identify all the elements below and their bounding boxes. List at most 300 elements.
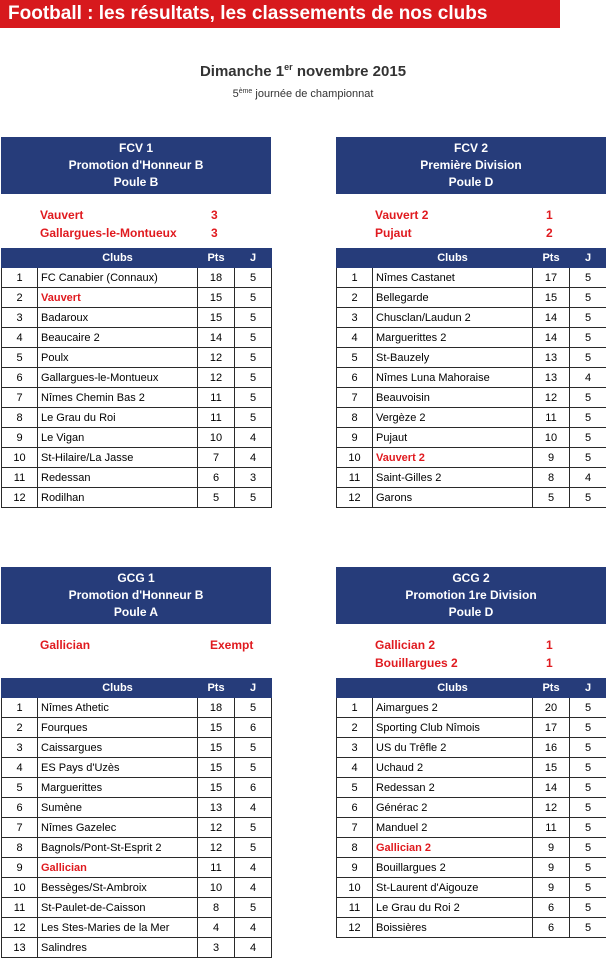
table-row xyxy=(2,328,272,348)
table-header-row xyxy=(2,249,272,268)
section-gcg1 xyxy=(1,567,271,958)
rank-cell: 9 xyxy=(2,858,38,878)
match-results xyxy=(1,624,271,678)
club-cell: Beauvoisin xyxy=(373,388,533,408)
standings-table xyxy=(336,678,606,938)
table-row xyxy=(337,268,606,288)
division-name: Promotion d'Honneur B xyxy=(68,158,204,172)
played-cell: 5 xyxy=(235,738,272,758)
club-cell: Les Stes-Maries de la Mer xyxy=(38,918,198,938)
rank-cell: 2 xyxy=(2,288,38,308)
club-cell: Aimargues 2 xyxy=(373,698,533,718)
played-cell: 4 xyxy=(570,368,606,388)
club-cell: Redessan xyxy=(38,468,198,488)
rank-cell: 11 xyxy=(2,898,38,918)
club-cell: St-Bauzely xyxy=(373,348,533,368)
club-cell: Rodilhan xyxy=(38,488,198,508)
club-cell: Le Vigan xyxy=(38,428,198,448)
pts-cell: 5 xyxy=(198,488,235,508)
club-cell: Nîmes Castanet xyxy=(373,268,533,288)
rank-cell: 3 xyxy=(337,738,373,758)
pts-cell: 15 xyxy=(533,758,570,778)
pts-cell: 5 xyxy=(533,488,570,508)
club-cell: Bellegarde xyxy=(373,288,533,308)
club-cell: Bouillargues 2 xyxy=(373,858,533,878)
rank-cell: 7 xyxy=(337,388,373,408)
table-row xyxy=(337,858,606,878)
pts-cell: 14 xyxy=(533,328,570,348)
rank-cell: 12 xyxy=(337,918,373,938)
rank-cell: 2 xyxy=(2,718,38,738)
round-label: 5ème journée de championnat xyxy=(232,88,374,100)
club-cell: Gallician xyxy=(38,858,198,878)
result-row xyxy=(336,636,606,654)
team-header xyxy=(1,567,271,624)
match-results xyxy=(336,624,606,678)
team-header xyxy=(336,137,606,194)
pts-header: Pts xyxy=(198,679,235,698)
team-header xyxy=(336,567,606,624)
pts-cell: 8 xyxy=(198,898,235,918)
result-row xyxy=(1,224,271,242)
played-cell: 4 xyxy=(235,448,272,468)
club-cell: Bessèges/St-Ambroix xyxy=(38,878,198,898)
rank-cell: 8 xyxy=(2,408,38,428)
played-cell: 5 xyxy=(235,308,272,328)
result-score: 3 xyxy=(211,226,218,240)
j-header: J xyxy=(570,679,606,698)
result-row xyxy=(1,636,271,654)
played-cell: 5 xyxy=(570,918,606,938)
pts-cell: 14 xyxy=(198,328,235,348)
rank-header xyxy=(337,679,373,698)
table-row xyxy=(337,838,606,858)
played-cell: 4 xyxy=(235,858,272,878)
played-cell: 5 xyxy=(235,818,272,838)
result-row xyxy=(336,206,606,224)
rank-cell: 11 xyxy=(337,468,373,488)
rank-cell: 4 xyxy=(337,758,373,778)
j-header: J xyxy=(235,249,272,268)
pts-cell: 10 xyxy=(533,428,570,448)
club-cell: Fourques xyxy=(38,718,198,738)
pts-cell: 16 xyxy=(533,738,570,758)
played-cell: 5 xyxy=(570,738,606,758)
played-cell: 4 xyxy=(235,428,272,448)
pts-cell: 9 xyxy=(533,858,570,878)
club-cell: St-Paulet-de-Caisson xyxy=(38,898,198,918)
club-cell: Sumène xyxy=(38,798,198,818)
played-cell: 5 xyxy=(235,488,272,508)
pts-cell: 13 xyxy=(533,368,570,388)
pts-cell: 11 xyxy=(533,408,570,428)
table-row xyxy=(337,818,606,838)
played-cell: 5 xyxy=(570,408,606,428)
pts-cell: 6 xyxy=(533,898,570,918)
club-cell: Garons xyxy=(373,488,533,508)
played-cell: 5 xyxy=(235,698,272,718)
rank-cell: 13 xyxy=(2,938,38,958)
standings-table xyxy=(1,678,272,958)
table-row xyxy=(337,878,606,898)
club-cell: Gallician 2 xyxy=(373,838,533,858)
played-cell: 6 xyxy=(235,718,272,738)
standings-table xyxy=(1,248,272,508)
table-row xyxy=(337,328,606,348)
division-name: Première Division xyxy=(420,158,522,172)
table-row xyxy=(2,858,272,878)
table-row xyxy=(2,348,272,368)
rank-cell: 10 xyxy=(2,448,38,468)
club-cell: ES Pays d'Uzès xyxy=(38,758,198,778)
club-cell: Marguerittes xyxy=(38,778,198,798)
table-row xyxy=(2,898,272,918)
table-row xyxy=(2,778,272,798)
pts-cell: 11 xyxy=(533,818,570,838)
club-cell: Beaucaire 2 xyxy=(38,328,198,348)
rank-cell: 4 xyxy=(2,758,38,778)
table-row xyxy=(2,288,272,308)
table-row xyxy=(337,758,606,778)
club-cell: Poulx xyxy=(38,348,198,368)
j-header: J xyxy=(570,249,606,268)
group-name: Poule B xyxy=(113,175,159,189)
table-row xyxy=(2,488,272,508)
club-cell: Redessan 2 xyxy=(373,778,533,798)
table-row xyxy=(337,468,606,488)
played-cell: 5 xyxy=(570,818,606,838)
played-cell: 5 xyxy=(570,448,606,468)
rank-cell: 7 xyxy=(337,818,373,838)
played-cell: 4 xyxy=(235,798,272,818)
played-cell: 5 xyxy=(235,388,272,408)
rank-cell: 5 xyxy=(337,778,373,798)
played-cell: 4 xyxy=(235,918,272,938)
table-row xyxy=(337,428,606,448)
rank-cell: 2 xyxy=(337,718,373,738)
club-cell: Nîmes Athetic xyxy=(38,698,198,718)
rank-cell: 12 xyxy=(2,918,38,938)
played-cell: 5 xyxy=(235,268,272,288)
rank-cell: 9 xyxy=(337,858,373,878)
rank-cell: 6 xyxy=(337,368,373,388)
rank-cell: 3 xyxy=(337,308,373,328)
result-team: Pujaut xyxy=(375,226,412,240)
rank-cell: 1 xyxy=(2,268,38,288)
result-score: 1 xyxy=(546,208,553,222)
clubs-header: Clubs xyxy=(373,679,533,698)
table-row xyxy=(2,918,272,938)
played-cell: 5 xyxy=(235,368,272,388)
club-cell: Nîmes Luna Mahoraise xyxy=(373,368,533,388)
pts-cell: 15 xyxy=(198,758,235,778)
result-team: Gallician xyxy=(40,638,91,652)
pts-cell: 11 xyxy=(198,388,235,408)
club-cell: Le Grau du Roi xyxy=(38,408,198,428)
pts-cell: 12 xyxy=(198,368,235,388)
table-row xyxy=(337,408,606,428)
played-cell: 5 xyxy=(570,698,606,718)
result-team: Gallargues-le-Montueux xyxy=(40,226,177,240)
result-row xyxy=(1,206,271,224)
club-cell: FC Canabier (Connaux) xyxy=(38,268,198,288)
club-cell: Saint-Gilles 2 xyxy=(373,468,533,488)
rank-cell: 12 xyxy=(337,488,373,508)
pts-cell: 11 xyxy=(198,408,235,428)
club-cell: Caissargues xyxy=(38,738,198,758)
club-cell: Gallargues-le-Montueux xyxy=(38,368,198,388)
result-team: Vauvert xyxy=(40,208,84,222)
pts-cell: 20 xyxy=(533,698,570,718)
rank-cell: 7 xyxy=(2,818,38,838)
rank-cell: 5 xyxy=(2,348,38,368)
pts-cell: 12 xyxy=(198,348,235,368)
table-header-row xyxy=(2,679,272,698)
club-cell: Boissières xyxy=(373,918,533,938)
table-row xyxy=(337,488,606,508)
played-cell: 5 xyxy=(570,838,606,858)
pts-cell: 13 xyxy=(533,348,570,368)
table-row xyxy=(2,798,272,818)
pts-cell: 9 xyxy=(533,448,570,468)
table-row xyxy=(337,348,606,368)
clubs-header: Clubs xyxy=(373,249,533,268)
table-row xyxy=(2,878,272,898)
table-row xyxy=(2,268,272,288)
table-row xyxy=(337,288,606,308)
team-title: FCV 1 xyxy=(118,141,153,155)
played-cell: 5 xyxy=(570,858,606,878)
pts-cell: 6 xyxy=(198,468,235,488)
team-title: FCV 2 xyxy=(453,141,488,155)
club-cell: Badaroux xyxy=(38,308,198,328)
table-row xyxy=(2,368,272,388)
table-row xyxy=(2,388,272,408)
table-row xyxy=(337,778,606,798)
result-team: Bouillargues 2 xyxy=(375,656,458,670)
played-cell: 5 xyxy=(570,898,606,918)
clubs-header: Clubs xyxy=(38,249,198,268)
rank-cell: 4 xyxy=(337,328,373,348)
result-score: 1 xyxy=(546,656,553,670)
rank-cell: 8 xyxy=(337,408,373,428)
played-cell: 5 xyxy=(570,348,606,368)
played-cell: 5 xyxy=(570,428,606,448)
pts-cell: 9 xyxy=(533,838,570,858)
played-cell: 5 xyxy=(570,718,606,738)
pts-cell: 8 xyxy=(533,468,570,488)
played-cell: 5 xyxy=(235,408,272,428)
table-row xyxy=(337,308,606,328)
rank-cell: 10 xyxy=(2,878,38,898)
pts-cell: 15 xyxy=(198,718,235,738)
table-row xyxy=(2,448,272,468)
club-cell: Vauvert 2 xyxy=(373,448,533,468)
pts-cell: 12 xyxy=(198,818,235,838)
pts-cell: 18 xyxy=(198,698,235,718)
result-score: 3 xyxy=(211,208,218,222)
played-cell: 5 xyxy=(235,758,272,778)
club-cell: Vauvert xyxy=(38,288,198,308)
table-row xyxy=(337,898,606,918)
result-team: Vauvert 2 xyxy=(375,208,429,222)
table-row xyxy=(2,738,272,758)
match-date: Dimanche 1er novembre 2015 xyxy=(199,62,407,80)
pts-cell: 9 xyxy=(533,878,570,898)
pts-cell: 12 xyxy=(533,388,570,408)
played-cell: 5 xyxy=(235,348,272,368)
table-header-row xyxy=(337,679,606,698)
table-row xyxy=(337,798,606,818)
club-cell: Manduel 2 xyxy=(373,818,533,838)
pts-cell: 7 xyxy=(198,448,235,468)
table-row xyxy=(2,818,272,838)
club-cell: Marguerittes 2 xyxy=(373,328,533,348)
pts-header: Pts xyxy=(198,249,235,268)
rank-cell: 6 xyxy=(337,798,373,818)
played-cell: 4 xyxy=(235,878,272,898)
pts-cell: 6 xyxy=(533,918,570,938)
result-score: 2 xyxy=(546,226,553,240)
pts-header: Pts xyxy=(533,679,570,698)
pts-cell: 12 xyxy=(533,798,570,818)
club-cell: Générac 2 xyxy=(373,798,533,818)
rank-header xyxy=(337,249,373,268)
table-row xyxy=(2,428,272,448)
pts-cell: 18 xyxy=(198,268,235,288)
pts-cell: 4 xyxy=(198,918,235,938)
rank-header xyxy=(2,249,38,268)
played-cell: 4 xyxy=(570,468,606,488)
club-cell: Vergèze 2 xyxy=(373,408,533,428)
played-cell: 5 xyxy=(235,328,272,348)
result-row xyxy=(336,224,606,242)
pts-cell: 15 xyxy=(198,738,235,758)
played-cell: 5 xyxy=(570,328,606,348)
division-name: Promotion 1re Division xyxy=(405,588,537,602)
table-row xyxy=(337,918,606,938)
rank-cell: 11 xyxy=(337,898,373,918)
group-name: Poule D xyxy=(448,175,494,189)
rank-header xyxy=(2,679,38,698)
pts-header: Pts xyxy=(533,249,570,268)
pts-cell: 15 xyxy=(198,288,235,308)
rank-cell: 7 xyxy=(2,388,38,408)
played-cell: 5 xyxy=(235,898,272,918)
played-cell: 5 xyxy=(570,758,606,778)
played-cell: 5 xyxy=(570,778,606,798)
played-cell: 5 xyxy=(570,288,606,308)
club-cell: Pujaut xyxy=(373,428,533,448)
pts-cell: 17 xyxy=(533,718,570,738)
rank-cell: 12 xyxy=(2,488,38,508)
rank-cell: 10 xyxy=(337,448,373,468)
played-cell: 5 xyxy=(570,878,606,898)
pts-cell: 11 xyxy=(198,858,235,878)
club-cell: St-Laurent d'Aigouze xyxy=(373,878,533,898)
pts-cell: 12 xyxy=(198,838,235,858)
club-cell: St-Hilaire/La Jasse xyxy=(38,448,198,468)
pts-cell: 15 xyxy=(533,288,570,308)
team-title: GCG 1 xyxy=(117,571,155,585)
section-fcv2 xyxy=(336,137,606,508)
pts-cell: 10 xyxy=(198,878,235,898)
played-cell: 6 xyxy=(235,778,272,798)
played-cell: 5 xyxy=(570,268,606,288)
rank-cell: 5 xyxy=(2,778,38,798)
pts-cell: 10 xyxy=(198,428,235,448)
match-results xyxy=(336,194,606,248)
table-row xyxy=(2,698,272,718)
club-cell: Nîmes Chemin Bas 2 xyxy=(38,388,198,408)
table-row xyxy=(337,738,606,758)
pts-cell: 15 xyxy=(198,778,235,798)
club-cell: Chusclan/Laudun 2 xyxy=(373,308,533,328)
club-cell: Sporting Club Nîmois xyxy=(373,718,533,738)
team-title: GCG 2 xyxy=(452,571,490,585)
rank-cell: 4 xyxy=(2,328,38,348)
rank-cell: 2 xyxy=(337,288,373,308)
table-row xyxy=(2,308,272,328)
club-cell: Le Grau du Roi 2 xyxy=(373,898,533,918)
table-row xyxy=(337,368,606,388)
table-header-row xyxy=(337,249,606,268)
pts-cell: 14 xyxy=(533,778,570,798)
table-row xyxy=(2,938,272,958)
group-name: Poule D xyxy=(448,605,494,619)
rank-cell: 5 xyxy=(337,348,373,368)
section-gcg2 xyxy=(336,567,606,938)
table-row xyxy=(2,468,272,488)
played-cell: 5 xyxy=(235,288,272,308)
played-cell: 5 xyxy=(570,488,606,508)
table-row xyxy=(2,758,272,778)
rank-cell: 3 xyxy=(2,308,38,328)
pts-cell: 17 xyxy=(533,268,570,288)
result-team: Gallician 2 xyxy=(375,638,436,652)
standings-table xyxy=(336,248,606,508)
table-row xyxy=(2,718,272,738)
table-row xyxy=(337,448,606,468)
result-score: Exempt xyxy=(210,638,254,652)
table-row xyxy=(337,718,606,738)
table-row xyxy=(337,388,606,408)
page-banner: Football : les résultats, les classements de nos clubs xyxy=(0,0,560,28)
pts-cell: 3 xyxy=(198,938,235,958)
played-cell: 5 xyxy=(570,798,606,818)
rank-cell: 1 xyxy=(2,698,38,718)
pts-cell: 15 xyxy=(198,308,235,328)
rank-cell: 8 xyxy=(2,838,38,858)
played-cell: 5 xyxy=(235,838,272,858)
club-cell: Nîmes Gazelec xyxy=(38,818,198,838)
played-cell: 4 xyxy=(235,938,272,958)
rank-cell: 1 xyxy=(337,698,373,718)
played-cell: 3 xyxy=(235,468,272,488)
j-header: J xyxy=(235,679,272,698)
pts-cell: 13 xyxy=(198,798,235,818)
played-cell: 5 xyxy=(570,308,606,328)
rank-cell: 8 xyxy=(337,838,373,858)
table-row xyxy=(2,408,272,428)
rank-cell: 11 xyxy=(2,468,38,488)
rank-cell: 1 xyxy=(337,268,373,288)
club-cell: Uchaud 2 xyxy=(373,758,533,778)
club-cell: Salindres xyxy=(38,938,198,958)
club-cell: US du Trêfle 2 xyxy=(373,738,533,758)
played-cell: 5 xyxy=(570,388,606,408)
rank-cell: 6 xyxy=(2,798,38,818)
